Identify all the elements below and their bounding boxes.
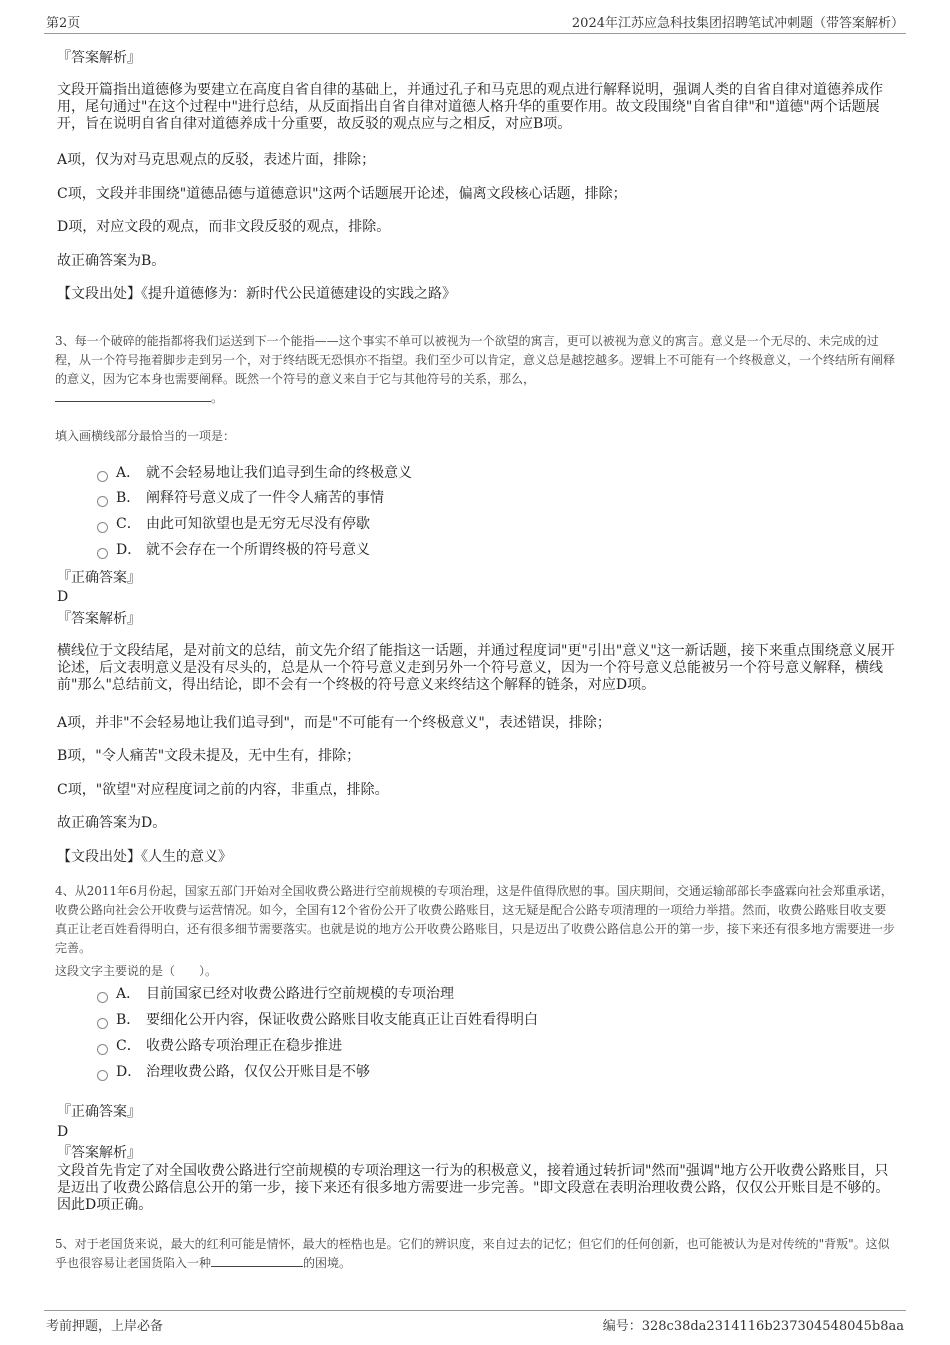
q3-analysis-label: 『答案解析』	[57, 611, 141, 627]
radio-icon[interactable]	[97, 1044, 108, 1055]
q2-analysis-text: 文段开篇指出道德修为要建立在高度自省自律的基础上，并通过孔子和马克思的观点进行解释说明，强调人类的自省自律对道德养成作用，尾句通过"在这个过程中"进行总结，从反面指出自省自律对道德人格升华的重要作用。故文段围绕"自省自律"和"道德"两个话题展开，旨在说明自省自律对道德养成十分重要，故反驳的观点应与之相反，对应B项。	[57, 82, 883, 132]
q3-explain-c: C项，"欲望"对应程度词之前的内容，非重点，排除。	[57, 782, 389, 798]
q3-answer-label: 『正确答案』	[57, 570, 141, 586]
q4-option-a[interactable]	[97, 986, 454, 1003]
footer-code	[603, 1315, 904, 1334]
q4-prompt: 这段文字主要说的是（ ）。	[55, 964, 218, 978]
q4-option-d[interactable]	[97, 1064, 370, 1081]
q3-prompt: 填入画横线部分最恰当的一项是：	[55, 429, 236, 443]
option-letter: D．	[116, 542, 142, 558]
header-divider	[44, 33, 906, 34]
option-letter: C．	[116, 516, 141, 532]
option-text: 收费公路专项治理正在稳步推进	[146, 1038, 342, 1054]
q2-explain-d: D项，对应文段的观点，而非文段反驳的观点，排除。	[57, 219, 391, 235]
q2-analysis-label: 『答案解析』	[57, 50, 141, 66]
option-letter: D．	[116, 1064, 142, 1080]
q3-analysis-text: 横线位于文段结尾，是对前文的总结，前文先介绍了能指这一话题，并通过程度词"更"引出"意义"这一新话题，接下来重点围绕意义展开论述，后文表明意义是没有尽头的，总是从一个符号意义走到另外一个符号意义，因为一个符号意义总能被另一个符号意义解释，横线前"那么"总结前文，得出结论，即不会有一个终极的符号意义来终结这个解释的链条，对应D项。	[57, 643, 895, 693]
footer-code-label: 编号：	[602, 1319, 642, 1334]
option-text: 要细化公开内容，保证收费公路账目收支能真正让百姓看得明白	[146, 1012, 538, 1028]
radio-icon[interactable]	[97, 1018, 108, 1029]
option-letter: B．	[116, 1012, 141, 1028]
q3-blank	[55, 401, 211, 402]
radio-icon[interactable]	[97, 496, 108, 507]
q4-option-b[interactable]	[97, 1012, 538, 1029]
q4-answer-label: 『正确答案』	[57, 1104, 141, 1120]
q3-option-c[interactable]	[97, 516, 370, 533]
q5-stem-text: 5、对于老国货来说，最大的红利可能是情怀，最大的桎梏也是。它们的辨识度，来自过去的记忆；但它们的任何创新，也可能被认为是对传统的"背叛"。这似乎也很容易让老国货陷入一种	[55, 1237, 890, 1270]
option-text: 就不会轻易地让我们追寻到生命的终极意义	[146, 465, 412, 481]
option-letter: A．	[116, 986, 141, 1002]
q5-stem	[55, 1235, 897, 1273]
q4-analysis-label: 『答案解析』	[57, 1145, 141, 1161]
q3-option-d[interactable]	[97, 542, 370, 559]
document-title: 2024年江苏应急科技集团招聘笔试冲刺题（带答案解析）	[571, 16, 904, 31]
option-text: 阐释符号意义成了一件令人痛苦的事情	[146, 490, 384, 506]
q2-conclusion: 故正确答案为B。	[57, 253, 166, 269]
q3-option-a[interactable]	[97, 465, 412, 482]
q4-analysis-text: 文段首先肯定了对全国收费公路进行空前规模的专项治理这一行为的积极意义，接着通过转折词"然而"强调"地方公开收费公路账目，只是迈出了收费公路信息公开的第一步，接下来还有很多地方需要进一步完善。"即文段意在表明治理收费公路，仅仅公开账目是不够的。因此D项正确。	[57, 1163, 890, 1213]
q3-stem-end: 。	[211, 391, 224, 405]
radio-icon[interactable]	[97, 992, 108, 1003]
footer-divider	[44, 1310, 906, 1311]
footer-code-value: 328c38da2314116b237304548045b8aa	[641, 1319, 904, 1334]
q5-stem-end: 的困境。	[303, 1256, 352, 1270]
q3-stem	[55, 332, 897, 408]
q2-explain-a: A项，仅为对马克思观点的反驳，表述片面，排除；	[57, 152, 376, 168]
q3-option-b[interactable]	[97, 490, 384, 507]
radio-icon[interactable]	[97, 548, 108, 559]
q3-source: 【文段出处】《人生的意义》	[57, 849, 232, 865]
option-letter: C．	[116, 1038, 141, 1054]
q3-explain-a: A项，并非"不会轻易地让我们追寻到"，而是"不可能有一个终极意义"，表述错误，排除；	[57, 715, 611, 731]
option-letter: A．	[116, 465, 141, 481]
q2-explain-c: C项，文段并非围绕"道德品德与道德意识"这两个话题展开论述，偏离文段核心话题，排除；	[57, 186, 627, 202]
footer-slogan: 考前押题，上岸必备	[46, 1319, 164, 1334]
q3-stem-text: 3、每一个破碎的能指都将我们运送到下一个能指——这个事实不单可以被视为一个欲望的寓言，更可以被视为意义的寓言。意义是一个无尽的、未完成的过程，从一个符号拖着脚步走到另一个，对于终结既无恐惧亦不指望。我们至少可以肯定，意义总是越挖越多。逻辑上不可能有一个终极意义，一个终结所有阐释的意义，因为它本身也需要阐释。既然一个符号的意义来自于它与其他符号的关系，那么，	[55, 334, 896, 386]
q3-explain-b: B项，"令人痛苦"文段未提及，无中生有，排除；	[57, 748, 361, 764]
q2-source: 【文段出处】《提升道德修为：新时代公民道德建设的实践之路》	[57, 286, 456, 302]
q4-stem: 4、从2011年6月份起，国家五部门开始对全国收费公路进行空前规模的专项治理，这是件值得欣慰的事。国庆期间，交通运输部部长李盛霖向社会郑重承诺，收费公路向社会公开收费与运营情况。如今，全国有12个省份公开了收费公路账目，这无疑是配合公路专项清理的一项给力举措。然而，收费公路账目收支要真正让老百姓看得明白，还有很多细节需要落实。也就是说的地方公开收费公路账目，只是迈出了收费公路信息公开的第一步，接下来还有很多地方需要进一步完善。	[55, 884, 896, 955]
page-number: 第2页	[46, 16, 81, 31]
option-text: 目前国家已经对收费公路进行空前规模的专项治理	[146, 986, 454, 1002]
q3-conclusion: 故正确答案为D。	[57, 815, 167, 831]
q3-answer: D	[57, 589, 69, 605]
option-text: 治理收费公路，仅仅公开账目是不够	[146, 1064, 370, 1080]
q4-option-c[interactable]	[97, 1038, 342, 1055]
option-text: 就不会存在一个所谓终极的符号意义	[146, 542, 370, 558]
option-letter: B．	[116, 490, 141, 506]
radio-icon[interactable]	[97, 1070, 108, 1081]
radio-icon[interactable]	[97, 522, 108, 533]
q5-blank	[211, 1266, 303, 1267]
option-text: 由此可知欲望也是无穷无尽没有停歇	[146, 516, 370, 532]
q4-answer: D	[57, 1124, 69, 1140]
radio-icon[interactable]	[97, 471, 108, 482]
